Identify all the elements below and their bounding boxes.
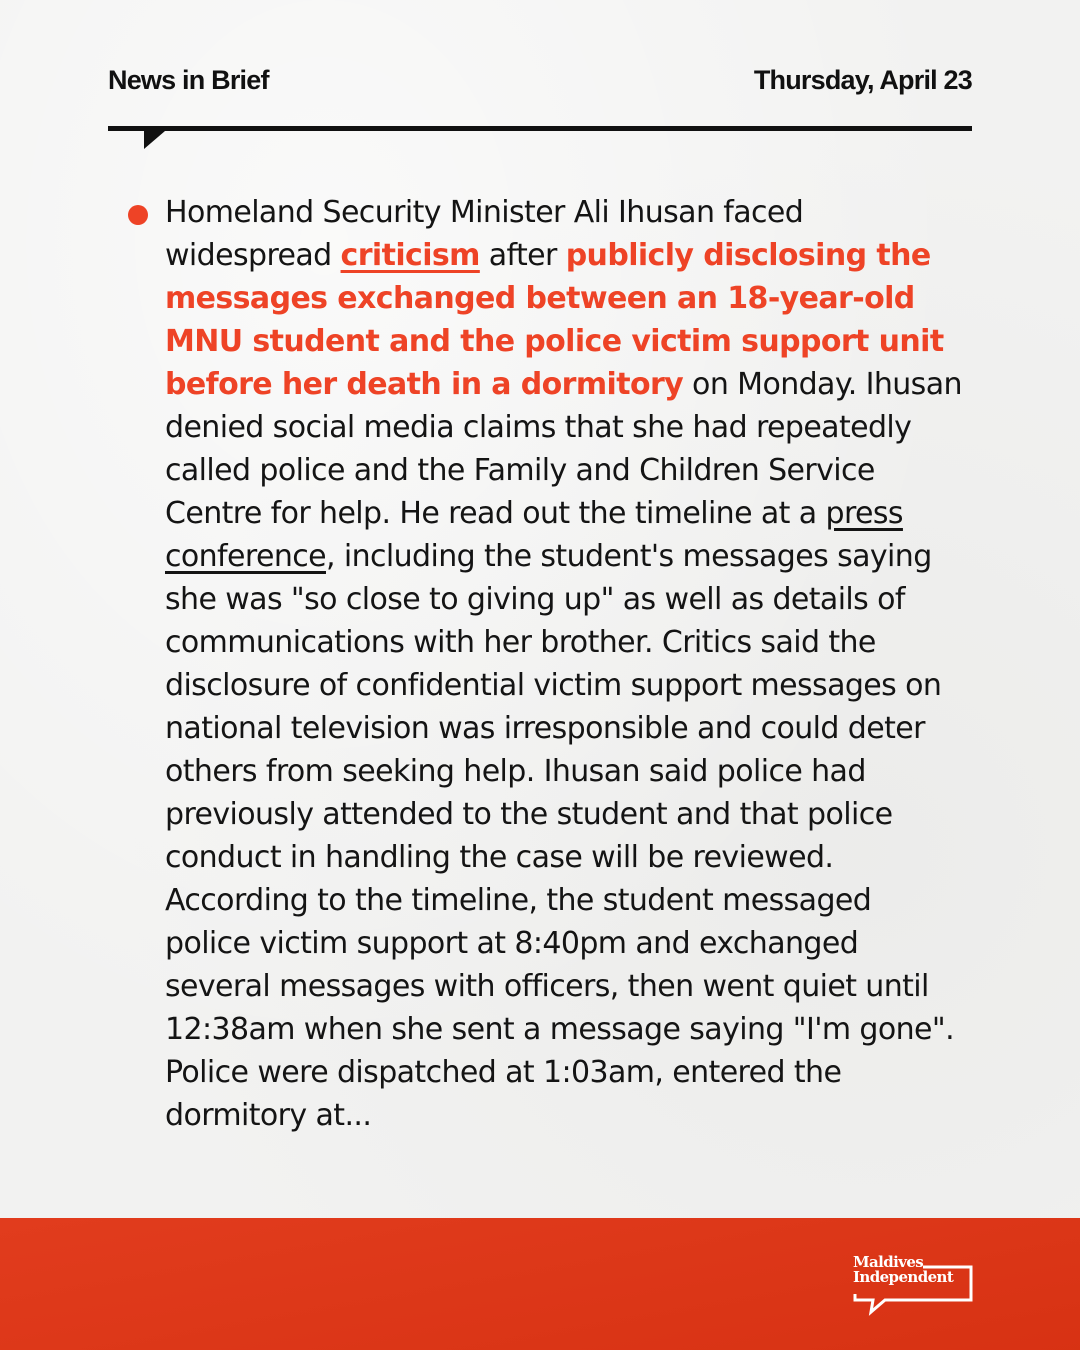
logo-line-1: Maldives (853, 1253, 924, 1271)
highlighted-text: publicly disclosing the messages exchanged between an 18-year-old MNU student and the police victim support unit before her death in a dormitory (165, 238, 944, 402)
text-segment: Homeland Security Minister Ali Ihusan faced widespread (165, 195, 804, 273)
criticism-link[interactable]: criticism (340, 238, 480, 273)
bullet-dot-icon (128, 205, 148, 225)
speech-bubble-rule-divider (108, 124, 972, 154)
page-header (108, 60, 972, 100)
section-title: News in Brief (108, 64, 269, 95)
maldives-independent-logo (853, 1254, 975, 1316)
article-body (165, 191, 965, 1137)
logo-line-2: Independent (853, 1268, 954, 1286)
date-label: Thursday, April 23 (753, 64, 972, 95)
text-segment: , including the student's messages saying she was "so close to giving up" as well as details of communications with her brother. Critics said the disclosure of confidential victim support messages on national television was irresponsible and could deter others from seeking help. Ihusan said police had previously attended to the student and that police conduct in handling the case will be reviewed. According to the timeline, the student messaged police victim support at 8:40pm and exchanged several messages with officers, then went quiet until 12:38am when she sent a message saying "I'm gone". Police were dispatched at 1:03am, entered the dormitory at... (165, 539, 955, 1133)
text-segment: after (479, 238, 566, 273)
text-segment: on Monday. Ihusan denied social media claims that she had repeatedly called police and the Family and Children Service Centre for help. He read out the timeline at a (165, 367, 962, 531)
press-conference-link[interactable]: press conference (165, 496, 903, 574)
